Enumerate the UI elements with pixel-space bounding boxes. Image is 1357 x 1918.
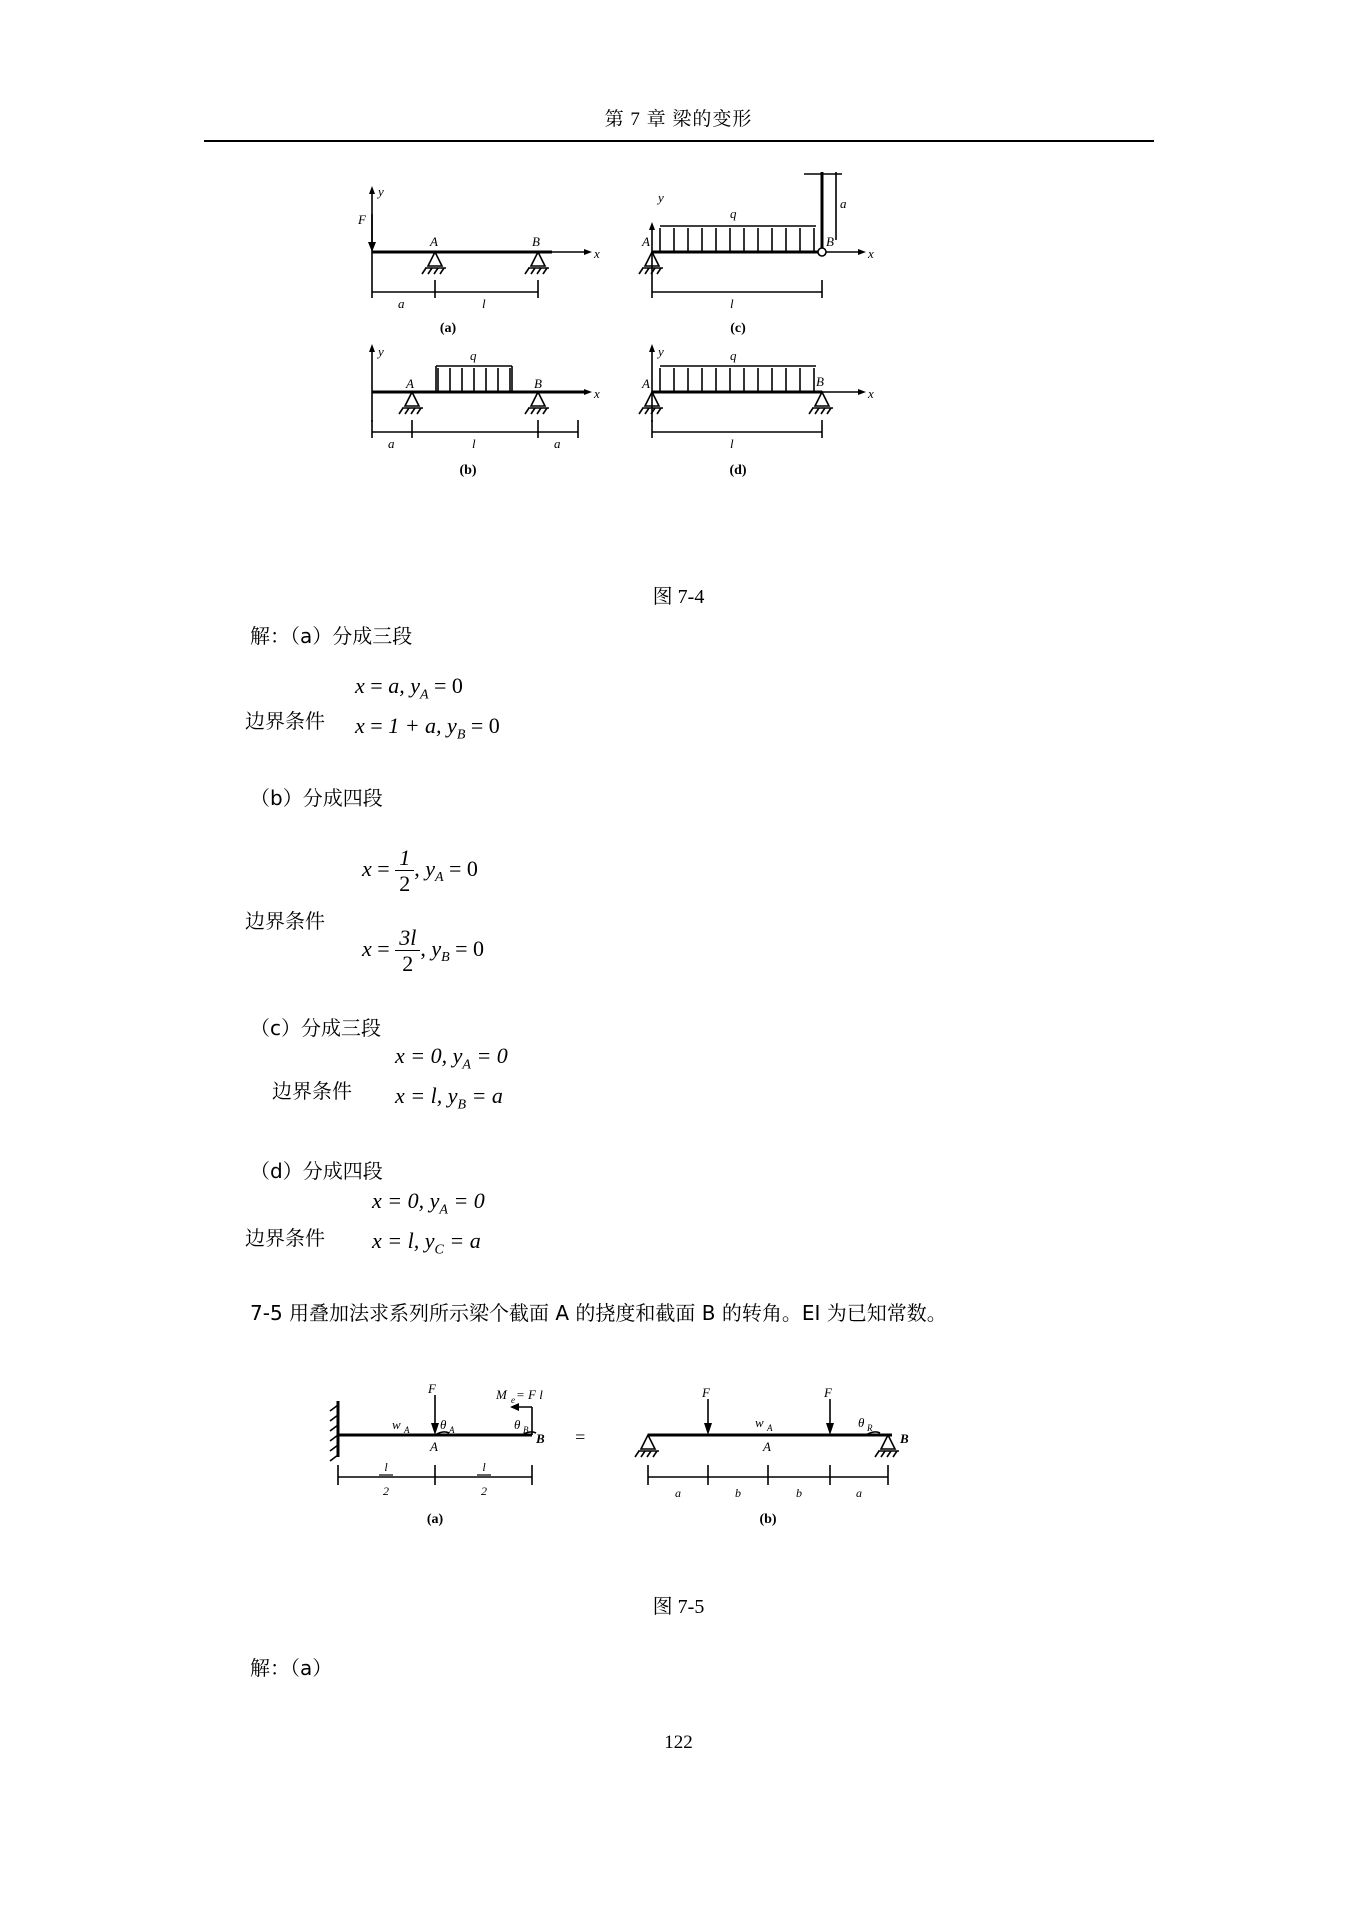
svg-text:x: x [594,246,600,261]
svg-text:q: q [730,348,737,363]
svg-text:F: F [428,1381,436,1396]
cond-c1-text: x = 0, y [395,1043,463,1068]
svg-text:l: l [730,436,734,451]
cond-a1-ysub: A [419,687,429,703]
cond-d1-text: x = 0, y [372,1188,440,1213]
figure-7-4-caption: 图 7-4 [652,586,705,608]
cond-c2-sub: B [457,1097,467,1113]
cond-d1-tail: = 0 [447,1188,485,1213]
cond-b2-x: x [362,935,372,961]
condition-d-2 [372,1228,481,1258]
svg-text:l: l [730,296,734,311]
final-solution-label: 解：（a） [250,1656,333,1680]
figure-7-5-caption: 图 7-5 [652,1596,705,1618]
cond-b2-ysub: B [441,950,450,966]
svg-text:w: w [392,1417,401,1432]
svg-text:w: w [755,1415,764,1430]
cond-c2-tail: = a [466,1083,503,1108]
cond-c2-text: x = l, y [395,1083,458,1108]
svg-text:B: B [900,1431,909,1446]
svg-text:A: A [406,376,414,391]
svg-text:a: a [840,196,847,211]
svg-text:F: F [824,1385,832,1400]
svg-text:x: x [594,386,600,401]
svg-text:l: l [384,1460,388,1474]
solution-c-label: （c）分成三段 [250,1016,381,1040]
condition-d-1 [372,1188,485,1218]
solution-a-label: 解：（a）分成三段 [250,624,413,648]
svg-text:A: A [763,1439,771,1454]
cond-b1-fraction [395,845,414,897]
cond-b1-ysub: A [434,870,444,886]
svg-text:(b): (b) [759,1512,777,1527]
solution-d-label: （d）分成四段 [250,1159,383,1183]
svg-text:θ: θ [858,1415,865,1430]
svg-text:A: A [767,1423,773,1433]
figure-7-5 [300,1381,1060,1545]
svg-text:A: A [430,234,438,249]
svg-text:2: 2 [481,1484,487,1498]
cond-b2-num: 3l [395,925,420,951]
svg-text:M: M [496,1387,507,1402]
svg-text:F: F [702,1385,710,1400]
page-number: 122 [664,1732,693,1753]
svg-text:y: y [658,190,664,205]
svg-text:e: e [511,1395,515,1405]
cond-b2-den: 2 [402,951,414,977]
svg-text:y: y [658,344,664,359]
cond-b1-y: y [425,855,435,881]
boundary-condition-label-a: 边界条件 [245,709,325,733]
svg-text:R: R [867,1423,873,1433]
svg-text:a: a [675,1486,681,1500]
svg-text:q: q [730,206,737,221]
cond-c1-sub: A [462,1057,471,1073]
svg-text:B: B [532,234,540,249]
header-divider [204,140,1154,142]
cond-a1-val: a, [388,673,411,698]
figure-7-5-svg [300,1381,1060,1545]
cond-a2-yeq: = 0 [465,713,500,738]
svg-text:(b): (b) [459,463,477,478]
svg-text:A: A [404,1425,410,1435]
cond-d1-sub: A [439,1202,448,1218]
svg-text:A: A [642,376,650,391]
cond-a1-yeq: = 0 [428,673,463,698]
svg-text:a: a [856,1486,862,1500]
running-header: 第 7 章 梁的变形 [604,109,753,130]
boundary-condition-label-c: 边界条件 [272,1079,352,1103]
cond-a1-y: y [410,673,420,698]
cond-d2-sub: C [434,1242,444,1258]
cond-b1-num: 1 [395,845,414,871]
svg-text:B: B [523,1425,529,1435]
svg-text:a: a [554,436,561,451]
condition-b-1: x = $\frac{1}{2}$ , $y_A = 0$ [362,845,478,897]
svg-text:a: a [398,296,405,311]
figure-7-4-svg [330,180,1030,478]
figure-7-4 [330,180,1030,478]
svg-text:y: y [378,344,384,359]
cond-b1-den: 2 [399,871,411,897]
condition-b-2: x = $\frac{3l}{2}$ , $y_B = 0$ [362,925,485,977]
svg-text:l: l [482,296,486,311]
svg-text:B: B [534,376,542,391]
condition-c-1 [395,1043,508,1073]
boundary-condition-label-b: 边界条件 [245,909,325,933]
cond-d2-tail: = a [443,1228,481,1253]
condition-c-2 [395,1083,503,1113]
condition-a-2 [355,713,500,743]
svg-text:l: l [482,1460,486,1474]
svg-text:F: F [358,212,366,227]
svg-text:A: A [430,1439,438,1454]
svg-text:= F l: = F l [516,1387,543,1402]
svg-text:2: 2 [383,1484,389,1498]
svg-text:θ: θ [440,1417,447,1432]
svg-text:A: A [642,234,650,249]
svg-text:b: b [796,1486,802,1500]
cond-b1-yeq: = 0 [443,855,478,881]
svg-text:B: B [536,1431,545,1446]
condition-a-1 [355,673,463,703]
cond-b2-yeq: = 0 [449,935,485,961]
problem-7-5-statement: 7-5 用叠加法求系列所示梁个截面 A 的挠度和截面 B 的转角。EI 为已知常数。 [250,1301,947,1325]
cond-a2-eq: = [364,713,389,738]
cond-b1-x: x [362,855,372,881]
svg-text:y: y [378,184,384,199]
cond-a2-val: 1 + a, [388,713,448,738]
solution-b-label: （b）分成四段 [250,786,383,810]
svg-text:b: b [735,1486,741,1500]
svg-text:q: q [470,348,477,363]
svg-text:l: l [472,436,476,451]
cond-d2-text: x = l, y [372,1228,435,1253]
svg-text:(a): (a) [426,1512,444,1527]
svg-text:(a): (a) [439,321,457,336]
cond-a2-ysub: B [456,727,466,743]
cond-a2-x: x [355,713,365,738]
svg-text:A: A [449,1425,455,1435]
cond-b2-fraction [395,925,420,977]
svg-text:x: x [868,246,874,261]
svg-text:a: a [388,436,395,451]
svg-text:(d): (d) [729,463,747,478]
cond-a1-x: x [355,673,365,698]
svg-text:=: = [574,1427,587,1447]
cond-c1-tail: = 0 [470,1043,508,1068]
boundary-condition-label-d: 边界条件 [245,1226,325,1250]
svg-text:(c): (c) [730,321,746,336]
cond-a2-y: y [447,713,457,738]
svg-text:x: x [868,386,874,401]
cond-b2-y: y [431,935,442,961]
cond-a1-eq: = [364,673,389,698]
svg-text:B: B [826,234,834,249]
svg-text:B: B [816,374,824,389]
svg-text:θ: θ [514,1417,521,1432]
